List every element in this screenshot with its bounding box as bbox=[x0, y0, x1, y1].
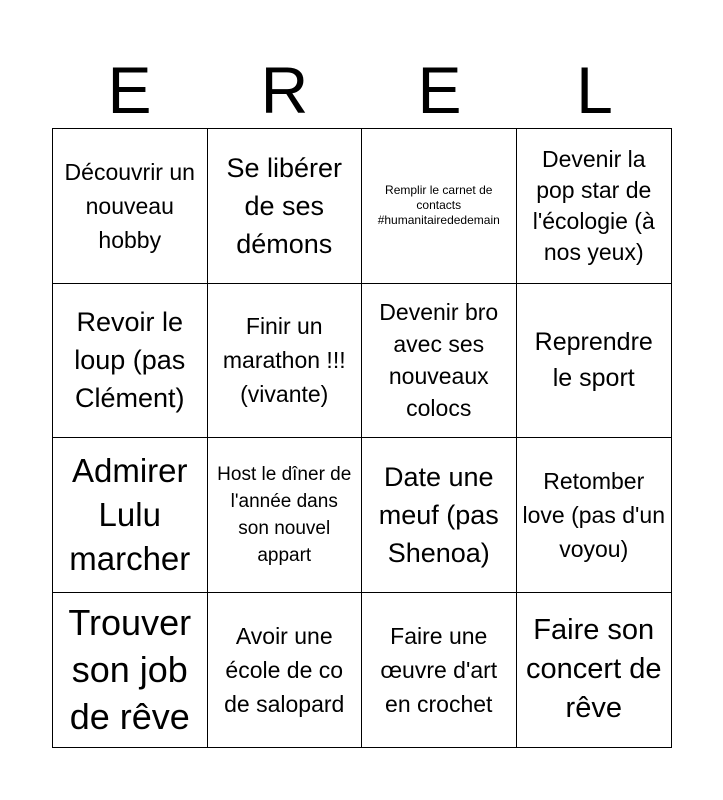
bingo-cell-r1c2[interactable] bbox=[208, 129, 363, 284]
bingo-cell-r2c2[interactable] bbox=[208, 284, 363, 439]
bingo-cell-r1c1[interactable] bbox=[53, 129, 208, 284]
bingo-cell-r3c4[interactable] bbox=[517, 438, 672, 593]
bingo-cell-text: Admirer Lulu marcher bbox=[69, 451, 191, 577]
bingo-header bbox=[52, 52, 672, 128]
bingo-cell-text: Découvrir un nouveau hobby bbox=[64, 158, 195, 253]
bingo-cell-text: Date une meuf (pas Shenoa) bbox=[378, 461, 499, 568]
bingo-cell-text: Faire son concert de rêve bbox=[526, 614, 662, 725]
bingo-cell-r2c3[interactable] bbox=[362, 284, 517, 439]
bingo-cell-r3c1[interactable] bbox=[53, 438, 208, 593]
header-letter-3: E bbox=[417, 53, 462, 127]
bingo-cell-text: Trouver son job de rêve bbox=[68, 602, 192, 738]
bingo-cell-text: Devenir bro avec ses nouveaux colocs bbox=[379, 299, 499, 422]
bingo-cell-r1c3[interactable] bbox=[362, 129, 517, 284]
bingo-cell-text: Revoir le loup (pas Clément) bbox=[74, 307, 186, 414]
header-letter-4: L bbox=[576, 53, 613, 127]
bingo-cell-text: Devenir la pop star de l'écologie (à nos yeux) bbox=[532, 145, 655, 265]
bingo-cell-text: Finir un marathon !!! (vivante) bbox=[222, 313, 346, 408]
bingo-cell-r4c2[interactable] bbox=[208, 593, 363, 748]
bingo-cell-r2c1[interactable] bbox=[53, 284, 208, 439]
bingo-cell-text: Retomber love (pas d'un voyou) bbox=[522, 467, 665, 562]
bingo-cell-r4c4[interactable] bbox=[517, 593, 672, 748]
bingo-cell-text: Reprendre le sport bbox=[534, 328, 653, 393]
bingo-cell-r2c4[interactable] bbox=[517, 284, 672, 439]
header-letter-2: R bbox=[260, 53, 309, 127]
bingo-grid bbox=[52, 128, 672, 748]
bingo-cell-text: Faire une œuvre d'art en crochet bbox=[380, 622, 498, 717]
bingo-cell-r3c2[interactable] bbox=[208, 438, 363, 593]
bingo-cell-text: Avoir une école de co de salopard bbox=[224, 622, 345, 717]
bingo-cell-r4c1[interactable] bbox=[53, 593, 208, 748]
bingo-cell-r1c4[interactable] bbox=[517, 129, 672, 284]
header-letter-1: E bbox=[107, 53, 152, 127]
bingo-cell-text: Remplir le carnet de contacts #humanitairededemain bbox=[377, 183, 500, 228]
bingo-cell-text: Host le dîner de l'année dans son nouvel appart bbox=[217, 463, 352, 566]
bingo-cell-r4c3[interactable] bbox=[362, 593, 517, 748]
bingo-cell-r3c3[interactable] bbox=[362, 438, 517, 593]
bingo-cell-text: Se libérer de ses démons bbox=[226, 152, 343, 259]
